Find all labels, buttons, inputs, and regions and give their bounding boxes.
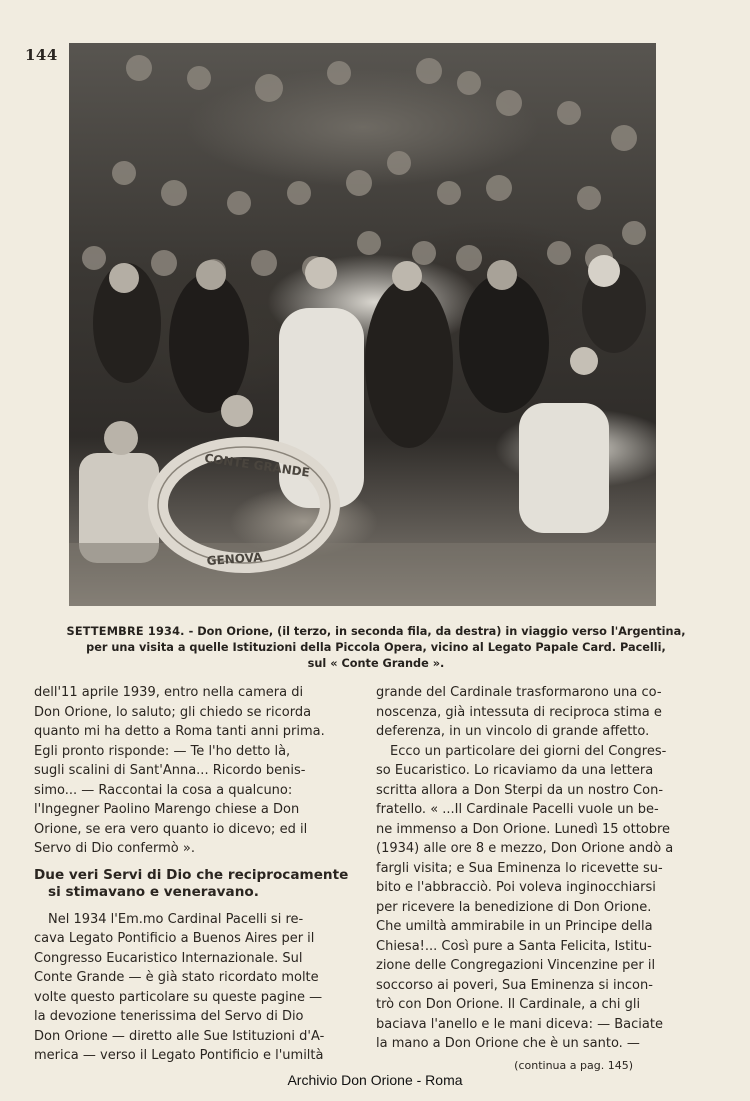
text-line: Nel 1934 l'Em.mo Cardinal Pacelli si re- — [48, 911, 304, 927]
text-line: trò con Don Orione. Il Cardinale, a chi gli — [376, 997, 641, 1012]
text-line: Servo di Dio confermò ». — [34, 841, 195, 856]
text-line: sugli scalini di Sant'Anna... Ricordo benis- — [34, 763, 306, 778]
text-line: noscenza, già intessuta di reciproca stima e — [376, 704, 662, 720]
text-line: so Eucaristico. Lo ricaviamo da una lettera — [376, 763, 654, 778]
text-line: fargli visita; e Sua Eminenza lo ricevette su- — [376, 860, 663, 876]
text-line: ne immenso a Don Orione. Lunedì 15 ottobre — [376, 821, 671, 837]
text-line: quanto mi ha detto a Roma tanti anni prima. — [34, 724, 325, 739]
left-paragraph-2 — [34, 910, 331, 1066]
section-heading — [34, 866, 349, 901]
text-line: bito e l'abbracciò. Poi voleva inginocchiarsi — [376, 880, 656, 895]
text-line: fratello. « ...Il Cardinale Pacelli vuole un be- — [376, 802, 659, 817]
text-line: l'Ingegner Paolino Marengo chiese a Don — [34, 802, 300, 817]
text-line: cava Legato Pontificio a Buenos Aires per il — [34, 931, 315, 946]
continued-note: (continua a pag. 145) — [514, 1058, 633, 1072]
right-column — [376, 683, 673, 1075]
text-line: Orione, se era vero quanto io dicevo; ed il — [34, 821, 308, 837]
photo-caption — [58, 624, 694, 672]
text-line: la mano a Don Orione che è un santo. — — [376, 1036, 640, 1051]
text-line: simo... — Raccontai la cosa a qualcuno: — [34, 782, 293, 798]
archive-footer: Archivio Don Orione - Roma — [287, 1072, 463, 1088]
text-line: Ecco un particolare dei giorni del Congres- — [390, 743, 667, 759]
text-line: zione delle Congregazioni Vincenzine per il — [376, 958, 656, 973]
page-number: 144 — [25, 46, 58, 64]
text-line: volte questo particolare su queste pagine — — [34, 989, 323, 1005]
text-line: merica — verso il Legato Pontificio e l'umiltà — [34, 1048, 324, 1063]
text-line: Che umiltà ammirabile in un Principe della — [376, 919, 653, 934]
left-column — [34, 683, 349, 1066]
text-line: Conte Grande — è già stato ricordato molte — [34, 970, 319, 985]
text-line: per ricevere la benedizione di Don Orione. — [376, 899, 652, 915]
right-paragraph-2 — [376, 742, 673, 1054]
caption-line-2: per una visita a quelle Istituzioni della Piccola Opera, vicino al Legato Papale Card. Pacelli, — [86, 641, 666, 654]
text-line: soccorso ai poveri, Sua Eminenza si incon- — [376, 977, 653, 993]
text-line: (1934) alle ore 8 e mezzo, Don Orione andò a — [376, 841, 674, 856]
caption-line-1: - Don Orione, (il terzo, in seconda fila, da destra) in viaggio verso l'Argentina, — [184, 625, 686, 638]
seated-front-row — [93, 255, 646, 533]
text-line: dell'11 aprile 1939, entro nella camera di — [34, 685, 304, 700]
caption-line-3: sul « Conte Grande ». — [307, 657, 445, 670]
text-line: deferenza, in un vincolo di grande affetto. — [376, 724, 650, 739]
group-photograph — [69, 43, 656, 606]
text-line: baciava l'anello e le mani diceva: — Baciate — [376, 1016, 663, 1032]
text-line: Don Orione — diretto alle Sue Istituzioni d'A- — [34, 1028, 325, 1044]
text-line: grande del Cardinale trasformarono una co- — [376, 685, 662, 700]
left-paragraph-1 — [34, 683, 331, 859]
right-paragraph-1 — [376, 683, 673, 742]
heading-line: Due veri Servi di Dio che reciprocamente — [34, 866, 349, 883]
heading-line: si stimavano e veneravano. — [48, 883, 259, 900]
ring-text-top: CONTE GRANDE — [203, 451, 311, 480]
text-line: Egli pronto risponde: — Te l'ho detto là, — [34, 743, 291, 759]
ring-text-bottom: GENOVA — [206, 550, 263, 568]
text-line: Congresso Eucaristico Internazionale. Sul — [34, 950, 303, 966]
text-line: la devozione tenerissima del Servo di Dio — [34, 1009, 304, 1024]
text-line: scritta allora a Don Sterpi da un nostro Con- — [376, 782, 664, 798]
text-line: Chiesa!... Così pure a Santa Felicita, Istitu- — [376, 938, 652, 954]
photo-illustration — [69, 43, 656, 606]
crowd-heads — [82, 55, 646, 283]
caption-date: SETTEMBRE 1934. — [66, 625, 185, 638]
text-line: Don Orione, lo saluto; gli chiedo se ricorda — [34, 704, 312, 720]
